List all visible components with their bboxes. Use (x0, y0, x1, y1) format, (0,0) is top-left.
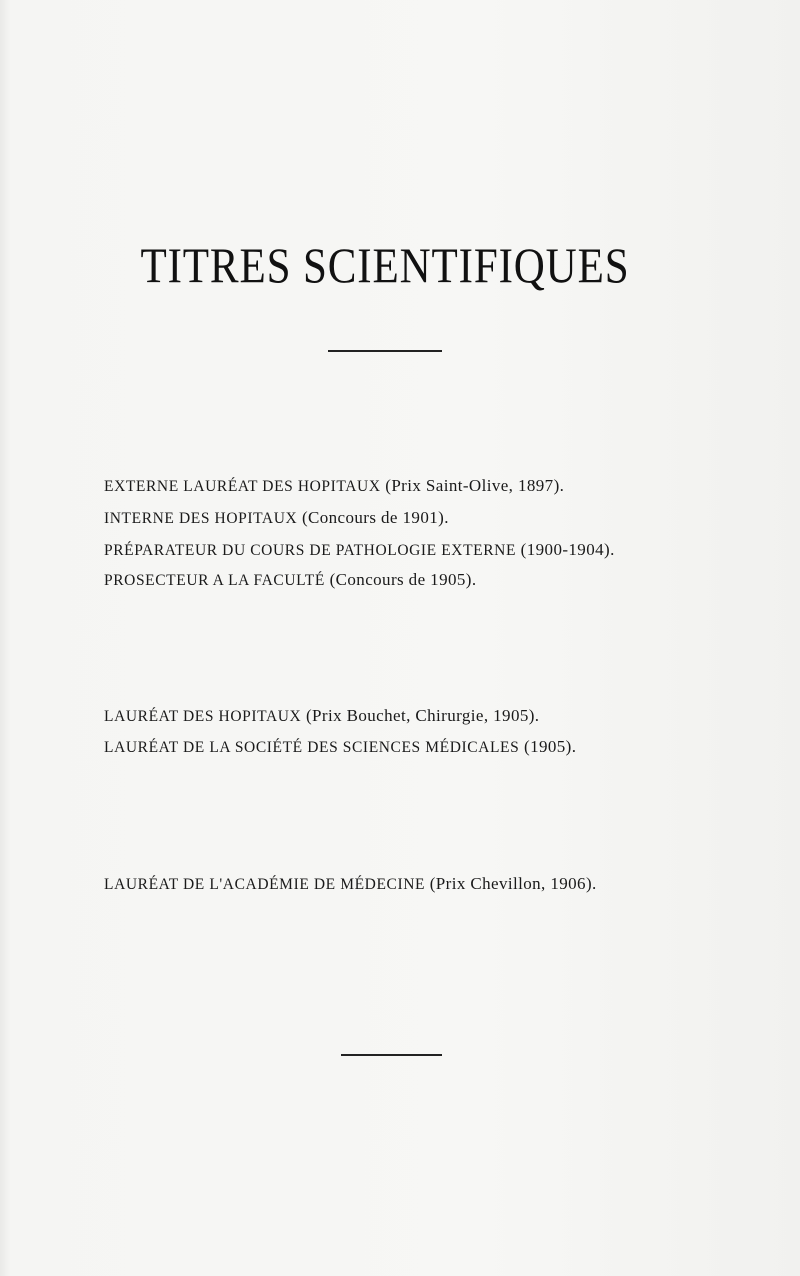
page-title: TITRES SCIENTIFIQUES (140, 237, 630, 293)
end-divider (341, 1054, 442, 1056)
entry-caps: LAURÉAT DE L'ACADÉMIE DE MÉDECINE (104, 876, 426, 893)
entry-detail: (Prix Chevillon, 1906). (425, 874, 597, 893)
entry-detail: (1905). (519, 737, 577, 756)
entry-detail: (Concours de 1901). (297, 508, 449, 527)
entry-caps: PROSECTEUR A LA FACULTÉ (104, 572, 325, 589)
entry-laureat-societe (104, 737, 576, 758)
entry-caps: LAURÉAT DE LA SOCIÉTÉ DES SCIENCES MÉDICALES (104, 739, 520, 756)
entry-caps: EXTERNE LAURÉAT DES HOPITAUX (104, 478, 381, 495)
entry-detail: (Concours de 1905). (324, 570, 477, 589)
entry-caps: PRÉPARATEUR DU COURS DE PATHOLOGIE EXTERNE (104, 542, 517, 559)
entry-laureat-hopitaux (104, 706, 539, 727)
entry-detail: (Prix Bouchet, Chirurgie, 1905). (301, 706, 540, 725)
entry-caps: INTERNE DES HOPITAUX (104, 510, 298, 527)
title-divider (328, 350, 442, 352)
entry-laureat-academie (104, 874, 597, 895)
entry-prosecteur (104, 570, 476, 591)
entry-externe (104, 476, 564, 497)
entry-interne (104, 508, 449, 529)
entry-preparateur (104, 540, 615, 561)
entry-detail: (Prix Saint-Olive, 1897). (380, 476, 565, 495)
entry-detail: (1900-1904). (516, 540, 615, 559)
entry-caps: LAURÉAT DES HOPITAUX (104, 708, 302, 725)
